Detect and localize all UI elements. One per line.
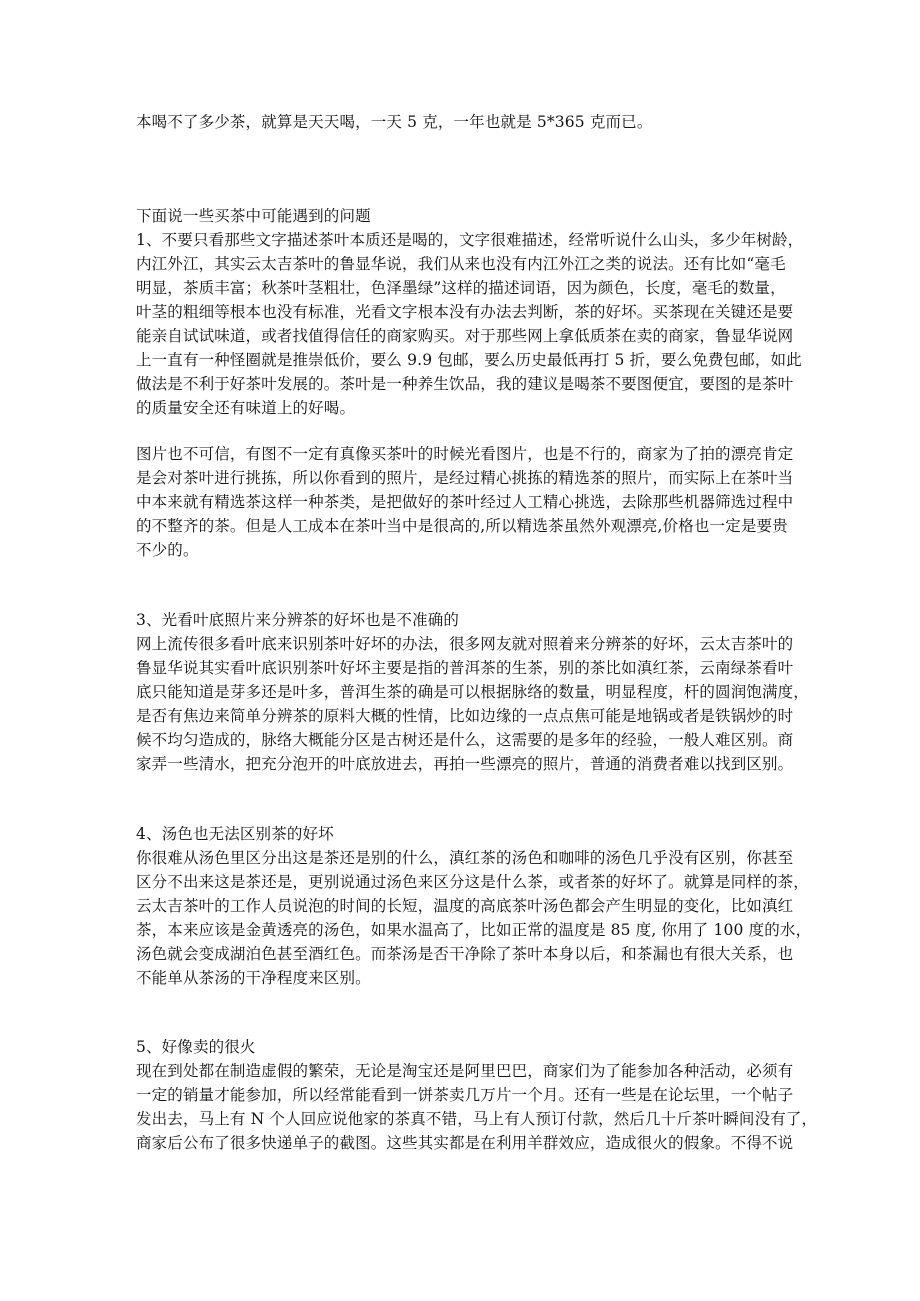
text-line: 候不均匀造成的，脉络大概能分区是古树还是什么，这需要的是多年的经验，一般人难区别。商 — [136, 731, 794, 749]
text-line: 现在到处都在制造虚假的繁荣，无论是淘宝还是阿里巴巴，商家们为了能参加各种活动，必须有 — [136, 1062, 794, 1080]
text-line: 网上流传很多看叶底来识别茶叶好坏的办法，很多网友就对照着来分辨茶的好坏，云太吉茶叶的 — [136, 635, 794, 653]
text-line: 图片也不可信，有图不一定有真像买茶叶的时候光看图片，也是不行的，商家为了拍的漂亮肯定 — [136, 445, 794, 463]
text-line: 汤色就会变成湖泊色甚至酒红色。而茶汤是否干净除了茶叶本身以后，和茶漏也有很大关系，也 — [136, 945, 794, 963]
text-line: 发出去，马上有 N 个人回应说他家的茶真不错，马上有人预订付款，然后几十斤茶叶瞬间没有了， — [136, 1110, 818, 1128]
text-line: 商家后公布了很多快递单子的截图。这些其实都是在利用羊群效应，造成很火的假象。不得不说 — [136, 1134, 794, 1152]
text-line: 叶茎的粗细等根本也没有标准，光看文字根本没有办法去判断，茶的好坏。买茶现在关键还是要 — [136, 303, 794, 321]
text-line: 不少的。 — [136, 541, 199, 559]
text-line: 不能单从茶汤的干净程度来区别。 — [136, 969, 371, 987]
text-line: 的质量安全还有味道上的好喝。 — [136, 399, 356, 417]
text-line: 茶，本来应该是金黄透亮的汤色，如果水温高了，比如正常的温度是 85 度, 你用了 100 度的水， — [136, 921, 812, 939]
point5-section — [136, 1035, 818, 1155]
text-line: 1、不要只看那些文字描述茶叶本质还是喝的，文字很难描述，经常听说什么山头，多少年树龄， — [136, 231, 804, 249]
intro-paragraph — [136, 110, 796, 134]
text-line: 区分不出来这是茶还是，更别说通过汤色来区分这是什么茶，或者茶的好坏了。就算是同样的茶， — [136, 873, 809, 891]
text-line: 你很难从汤色里区分出这是茶还是别的什么，滇红茶的汤色和咖啡的汤色几乎没有区别，你甚至 — [136, 849, 794, 867]
text-line: 内江外江，其实云太吉茶叶的鲁显华说，我们从来也没有内江外江之类的说法。还有比如“毫毛 — [136, 255, 786, 273]
text-line: 云太吉茶叶的工作人员说泡的时间的长短，温度的高底茶叶汤色都会产生明显的变化，比如滇红 — [136, 897, 794, 915]
text-line: 本喝不了多少茶，就算是天天喝，一天 5 克，一年也就是 5*365 克而已。 — [136, 113, 653, 131]
text-line: 是会对茶叶进行挑拣，所以你看到的照片，是经过精心挑拣的精选茶的照片，而实际上在茶叶当 — [136, 469, 794, 487]
text-line: 家弄一些清水，把充分泡开的叶底放进去，再拍一些漂亮的照片，普通的消费者难以找到区别。 — [136, 755, 794, 773]
text-line: 鲁显华说其实看叶底识别茶叶好坏主要是指的普洱茶的生茶，别的茶比如滇红茶，云南绿茶看叶 — [136, 659, 794, 677]
text-line: 中本来就有精选茶这样一种茶类，是把做好的茶叶经过人工精心挑选，去除那些机器筛选过程中 — [136, 493, 794, 511]
section-heading: 4、汤色也无法区别茶的好坏 — [136, 825, 334, 843]
text-line: 底只能知道是芽多还是叶多，普洱生茶的确是可以根据脉络的数量，明显程度，杆的圆润饱满度， — [136, 683, 809, 701]
text-line: 做法是不利于好茶叶发展的。茶叶是一种养生饮品，我的建议是喝茶不要图便宜，要图的是茶叶 — [136, 375, 794, 393]
problems-section — [136, 204, 804, 420]
section-heading: 3、光看叶底照片来分辨茶的好坏也是不准确的 — [136, 611, 460, 629]
text-line: 的不整齐的茶。但是人工成本在茶叶当中是很高的,所以精选茶虽然外观漂亮,价格也一定是要贵 — [136, 517, 788, 535]
text-line: 是否有焦边来简单分辨茶的原料大概的性情，比如边缘的一点点焦可能是地锅或者是铁锅炒的时 — [136, 707, 794, 725]
point3-section — [136, 608, 809, 776]
text-line: 明显，茶质丰富；秋茶叶茎粗壮，色泽墨绿”这样的描述词语，因为颜色，长度，毫毛的数量， — [136, 279, 786, 297]
text-line: 上一直有一种怪圈就是推崇低价，要么 9.9 包邮，要么历史最低再打 5 折，要么免费包邮，如此 — [136, 351, 802, 369]
text-line: 一定的销量才能参加，所以经常能看到一饼茶卖几万片一个月。还有一些是在论坛里，一个帖子 — [136, 1086, 794, 1104]
section-heading: 下面说一些买茶中可能遇到的问题 — [136, 207, 371, 225]
text-line: 能亲自试试味道，或者找值得信任的商家购买。对于那些网上拿低质茶在卖的商家，鲁显华说网 — [136, 327, 794, 345]
point2-paragraph — [136, 442, 796, 562]
section-heading: 5、好像卖的很火 — [136, 1038, 256, 1056]
point4-section — [136, 822, 812, 990]
